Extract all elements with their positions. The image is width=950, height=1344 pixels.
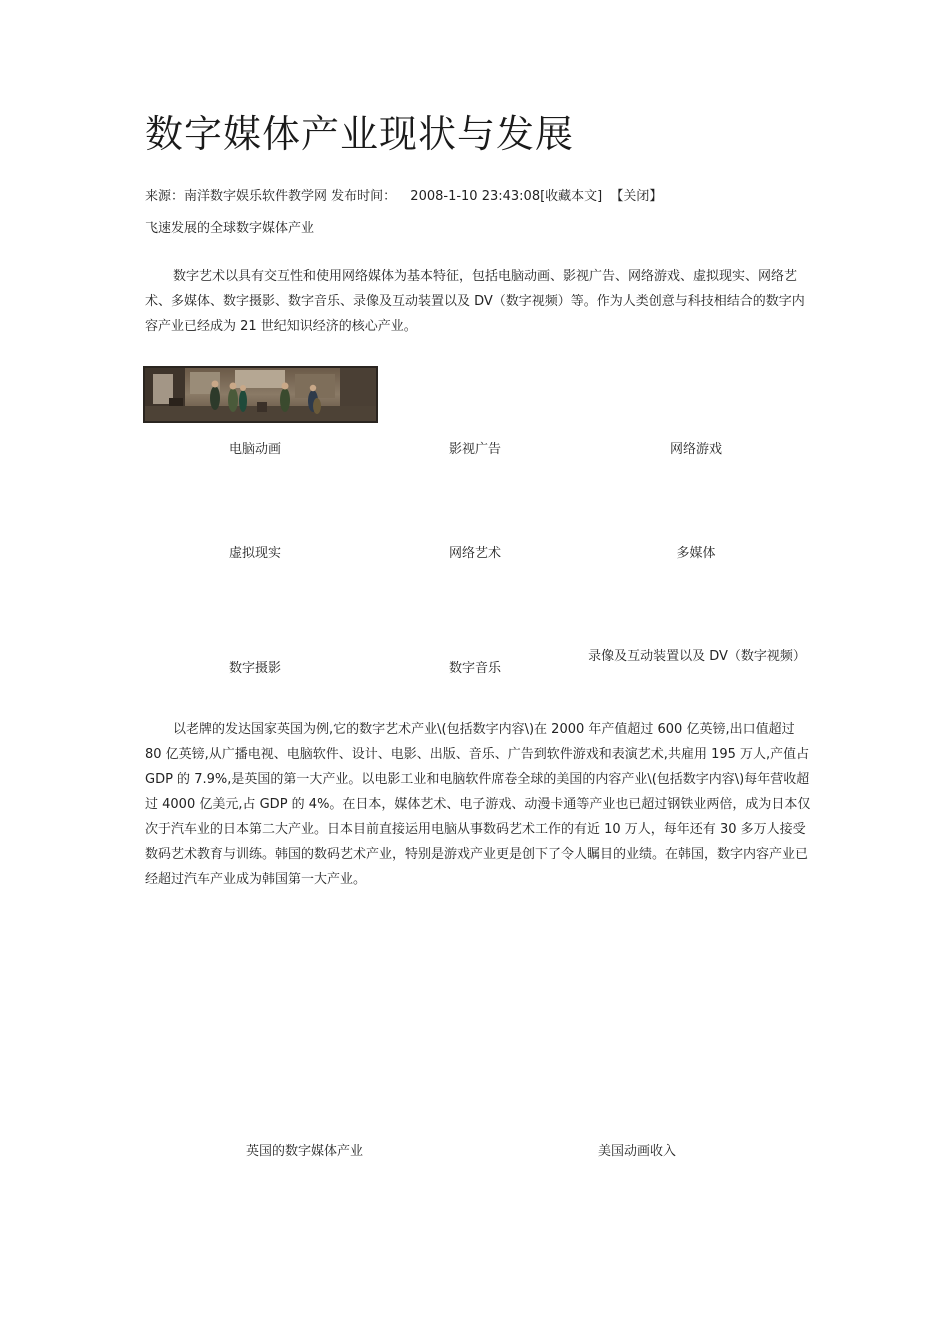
category-item: 影视广告 <box>448 442 501 457</box>
source-text: 来源：南洋数字娱乐软件教学网 <box>145 189 328 204</box>
category-item: 多媒体 <box>676 546 716 561</box>
category-item: 网络游戏 <box>669 442 722 457</box>
scene-thumbnail-image <box>143 366 378 423</box>
intro-paragraph: 数字艺术以具有交互性和使用网络媒体为基本特征，包括电脑动画、影视广告、网络游戏、虚拟现实、网络艺术、多媒体、数字摄影、数字音乐、录像及互动装置以及 DV（数字视频）等。作为人类创意与科技相结合的数字内容产业已经成为 21 世纪知识经济的核心产业。 <box>145 269 805 334</box>
category-item: 虚拟现实 <box>228 546 281 561</box>
article-meta <box>145 187 662 207</box>
industry-paragraph: 以老牌的发达国家英国为例,它的数字艺术产业\(包括数字内容\)在 2000 年产值超过 600 亿英镑,出口值超过 80 亿英镑,从广播电视、电脑软件、设计、电影、出版、音乐、广告到软件游戏和表演艺术,共雇用 195 万人,产值占 GDP 的 7.9%,是英国的第一大产业。以电影工业和电脑软件席卷全球的美国的内容产业\(包括数字内容\)每年营收超过 4000 亿美元,占 GDP 的 4%。在日本，媒体艺术、电子游戏、动漫卡通等产业也已超过钢铁业两倍，成为日本仅次于汽车业的日本第二大产业。日本目前直接运用电脑从事数码艺术工作的有近 10 万人，每年还有 30 多万人接受数码艺术教育与训练。韩国的数码艺术产业，特别是游戏产业更是创下了令人瞩目的业绩。在韩国，数字内容产业已经超过汽车产业成为韩国第一大产业。 <box>145 722 811 887</box>
category-item: 网络艺术 <box>448 546 501 561</box>
category-item: 录像及互动装置以及 DV（数字视频） <box>588 649 806 664</box>
publish-time: 2008-1-10 23:43:08 <box>410 189 541 204</box>
close-link[interactable]: 【关闭】 <box>610 189 663 204</box>
bookmark-link[interactable]: [收藏本文] <box>540 189 603 204</box>
category-item: 数字音乐 <box>448 661 501 676</box>
uk-figure-caption: 英国的数字媒体产业 <box>246 1144 364 1159</box>
category-item: 电脑动画 <box>228 442 281 457</box>
publish-label: 发布时间： <box>327 189 397 204</box>
category-item: 数字摄影 <box>228 661 281 676</box>
page-title: 数字媒体产业现状与发展 <box>145 112 575 156</box>
us-figure-caption: 美国动画收入 <box>598 1144 677 1159</box>
section-subheading: 飞速发展的全球数字媒体产业 <box>145 221 315 236</box>
